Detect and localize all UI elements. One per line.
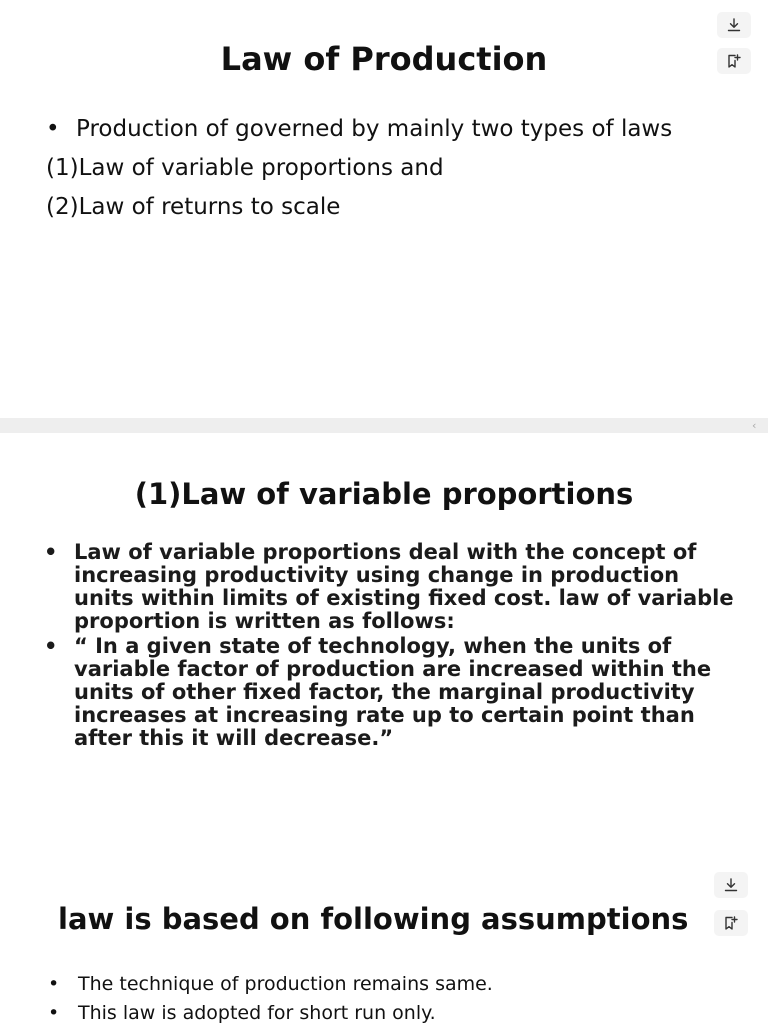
download-button[interactable] xyxy=(717,12,751,38)
slide-3-bullet-list xyxy=(78,970,718,1024)
save-to-list-button[interactable] xyxy=(714,910,748,936)
numbered-item: (1)Law of variable proportions and xyxy=(46,155,444,181)
bullet-item: • The technique of production remains same. xyxy=(78,970,718,999)
save-to-list-icon xyxy=(726,53,742,69)
slide-1-bullet-list xyxy=(46,114,716,231)
slide-2-title: (1)Law of variable proportions xyxy=(134,477,634,511)
download-button[interactable] xyxy=(714,872,748,898)
slide-2 xyxy=(0,433,768,866)
bullet-item: • “ In a given state of technology, when the units of variable factor of production are increased within the units of other fixed factor, the marginal productivity increases at increasing rate up to certain point than after this it will decrease.” xyxy=(74,635,734,750)
slide-3 xyxy=(0,866,768,1024)
save-to-list-icon xyxy=(723,915,739,931)
slide-1 xyxy=(0,0,768,418)
bullet-item: • This law is adopted for short run only. xyxy=(78,999,718,1024)
numbered-item: (2)Law of returns to scale xyxy=(46,194,341,220)
bullet-item: • Law of variable proportions deal with the concept of increasing productivity using change in production units within limits of existing fixed cost. law of variable proportion is written as follows: xyxy=(74,541,734,633)
save-to-list-button[interactable] xyxy=(717,48,751,74)
bullet-item: • Production of governed by mainly two types of laws xyxy=(76,114,716,145)
slide-1-title: Law of Production xyxy=(220,40,548,78)
page-curl-icon: ‹ xyxy=(752,419,757,432)
slide-2-bullet-list xyxy=(74,541,734,752)
download-icon xyxy=(723,877,739,893)
download-icon xyxy=(726,17,742,33)
slide-3-title: law is based on following assumptions xyxy=(58,902,689,936)
